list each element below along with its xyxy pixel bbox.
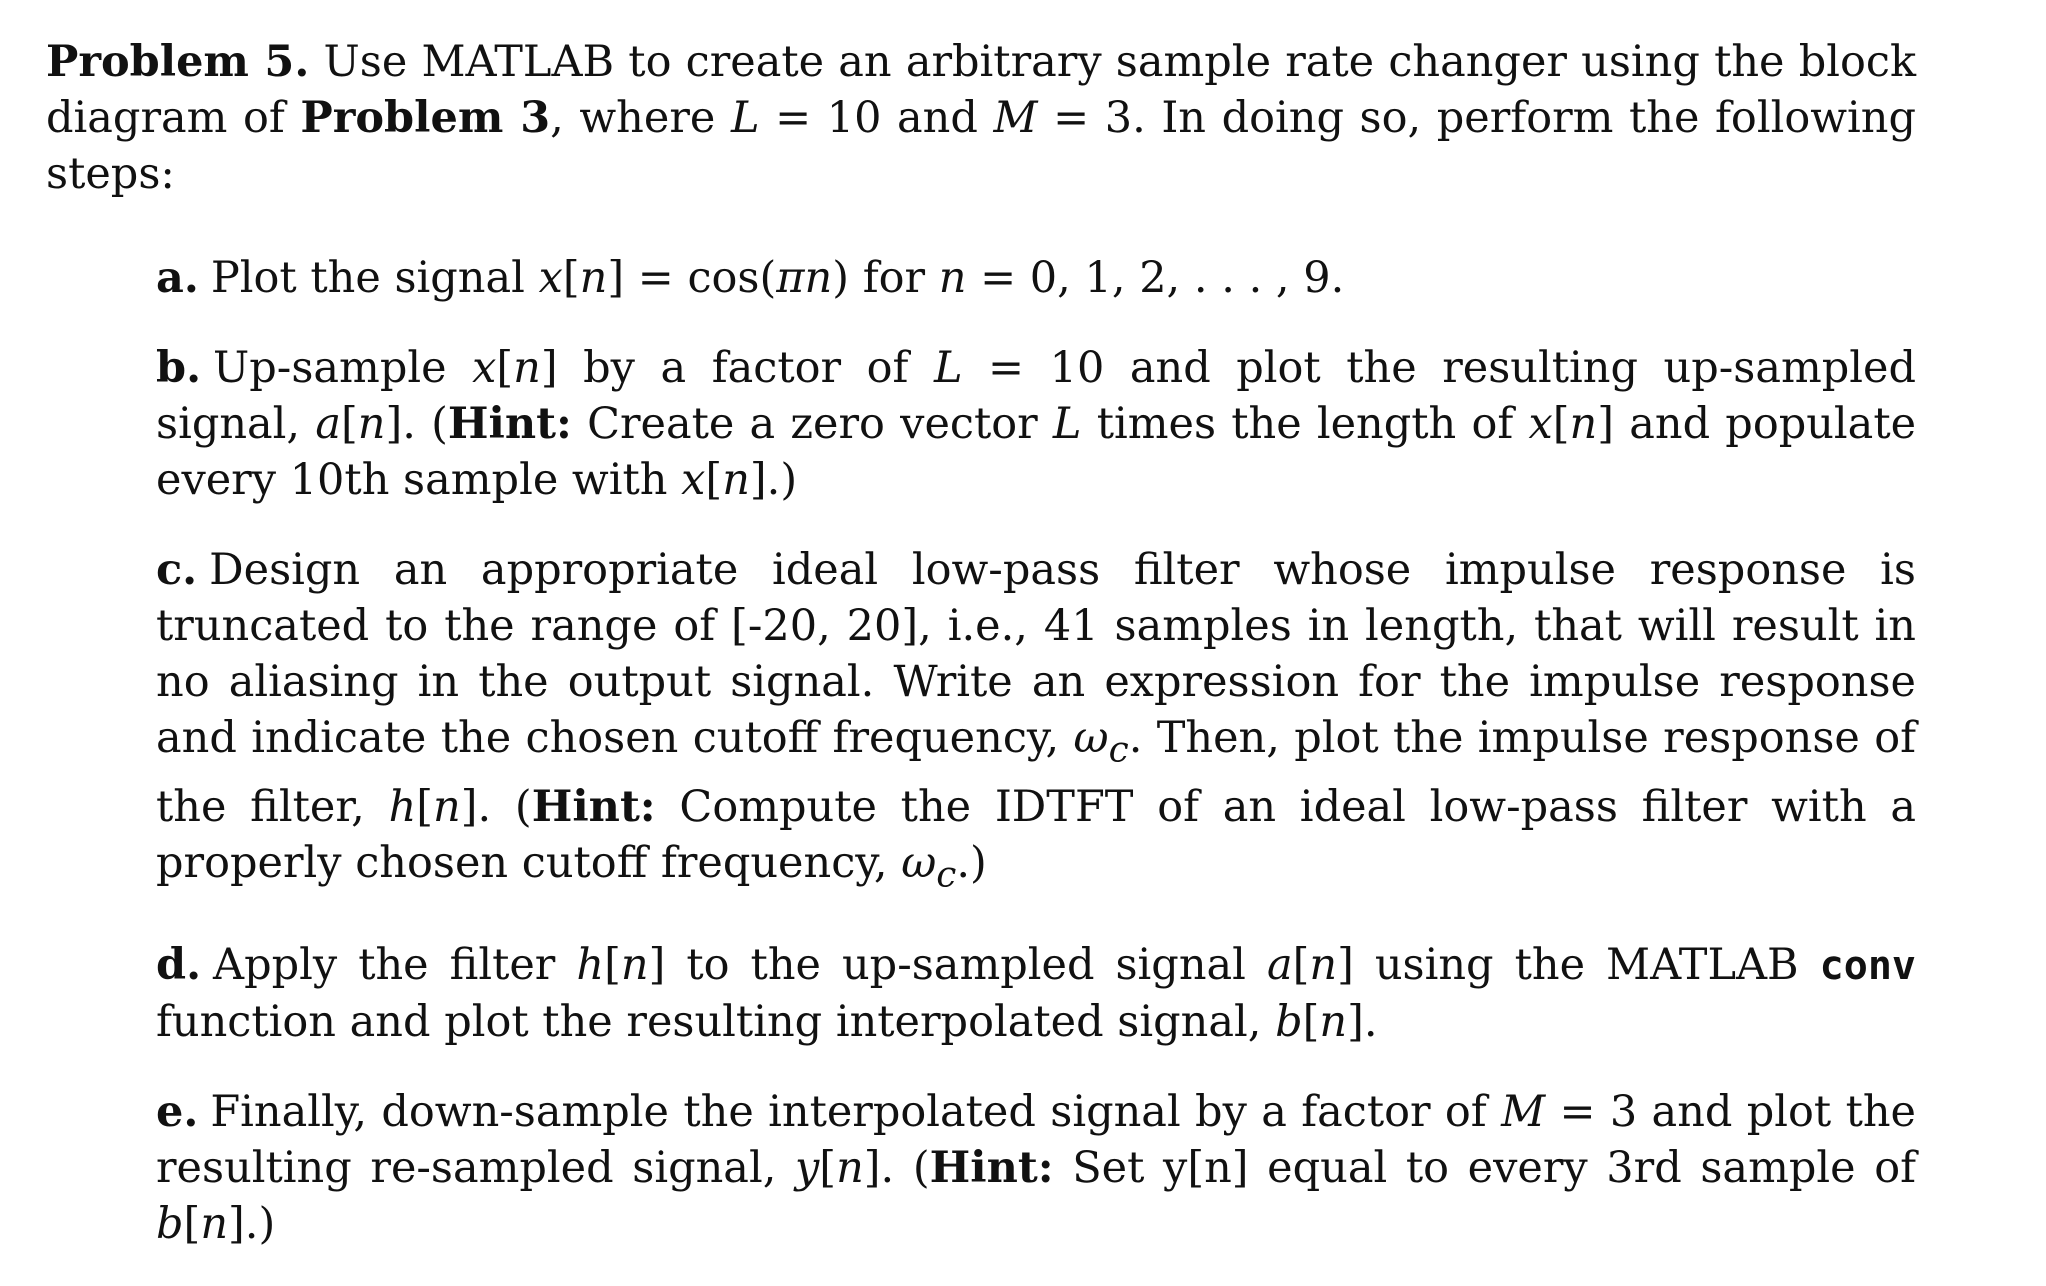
bracket: [ [1302, 997, 1320, 1048]
step-b-text: Create a zero vector [587, 399, 1038, 449]
var-n: n [1569, 399, 1598, 449]
var-n: n [1309, 940, 1338, 991]
var-L: L [1052, 399, 1082, 449]
step-e [156, 1084, 1916, 1252]
var-h: h [576, 940, 605, 991]
var-n: n [620, 940, 649, 991]
step-b-text: = 10 and plot the resulting up-sampled signal, [156, 343, 1916, 449]
var-n: n [836, 1143, 864, 1194]
step-d-text: function and plot the resulting interpolated signal, [156, 997, 1262, 1048]
var-b: b [1275, 997, 1303, 1048]
var-M: M [993, 93, 1038, 143]
step-c-text: ]. ( [460, 781, 532, 832]
bracket: [ [1292, 940, 1310, 991]
step-b-text: ] and populate every 10th sample with [156, 399, 1917, 505]
var-omega: ω [901, 837, 937, 888]
intro-text-a: Use MATLAB to create an arbitrary sample rate changer using the block diagram of [46, 37, 1916, 143]
var-M: M [1501, 1087, 1546, 1138]
step-a [156, 250, 1916, 306]
step-e-text: Set y[n] equal to every 3rd sample of [1072, 1143, 1916, 1194]
step-d-label: d. [156, 940, 202, 991]
step-e-text: ].) [228, 1199, 276, 1250]
var-h: h [388, 781, 417, 832]
var-y: y [795, 1143, 820, 1194]
bracket: [ [604, 940, 621, 991]
var-n: n [579, 253, 608, 303]
problem-label: Problem 5. [46, 37, 310, 87]
subscript-c: c [936, 854, 957, 896]
intro-M-eq: = 3. In doing so, perform the following steps: [46, 93, 1916, 199]
var-x: x [1528, 399, 1553, 449]
var-x: x [472, 343, 497, 393]
step-a-text: ) for [832, 253, 926, 303]
bracket: [ [819, 1143, 837, 1194]
var-omega: ω [1073, 713, 1109, 763]
step-c-label: c. [156, 545, 198, 595]
problem-document [46, 34, 1916, 1286]
bracket: [ [183, 1199, 201, 1250]
step-b-label: b. [156, 343, 202, 393]
var-L: L [730, 93, 760, 143]
bracket: [ [705, 455, 723, 505]
step-b-text: ].) [749, 455, 798, 505]
intro-text-b: , where [550, 93, 716, 143]
var-n: n [1319, 997, 1348, 1048]
step-a-text: ] = cos( [607, 253, 777, 303]
intro-L-eq: = 10 and [775, 93, 978, 143]
var-a: a [315, 399, 341, 449]
var-pi-n: πn [776, 253, 833, 303]
bracket: [ [496, 343, 514, 393]
bracket: [ [416, 781, 434, 832]
step-d-text: ]. [1347, 997, 1378, 1048]
step-b-text: Up-sample [213, 343, 447, 393]
hint-label: Hint: [531, 781, 656, 832]
step-a-text: Plot the signal [210, 253, 525, 303]
subscript-c: c [1108, 729, 1129, 771]
bracket: [ [340, 399, 358, 449]
step-a-text: = 0, 1, 2, . . . , 9. [980, 253, 1345, 303]
hint-label: Hint: [447, 399, 572, 449]
step-b-text: ]. ( [385, 399, 448, 449]
bracket: [ [562, 253, 580, 303]
var-x: x [538, 253, 563, 303]
var-L: L [933, 343, 963, 393]
var-n: n [513, 343, 541, 393]
problem-intro [46, 34, 1916, 202]
var-n: n [357, 399, 386, 449]
step-b [156, 340, 1916, 508]
step-e-label: e. [156, 1087, 199, 1138]
step-c-text: . Then, plot the impulse response of the filter, [156, 713, 1916, 832]
var-a: a [1266, 940, 1293, 991]
var-x: x [681, 455, 706, 505]
step-e-text: Finally, down-sample the interpolated signal by a factor of [210, 1087, 1487, 1138]
step-a-label: a. [156, 253, 199, 303]
var-n: n [722, 455, 750, 505]
var-n: n [433, 781, 461, 832]
step-e-text: ]. ( [863, 1143, 930, 1194]
step-d [156, 937, 1916, 1050]
step-c [156, 542, 1916, 903]
hint-label: Hint: [929, 1143, 1054, 1194]
step-d-text: ] to the up-sampled signal [648, 940, 1246, 991]
problem-reference: Problem 3 [300, 93, 551, 143]
step-c-text: Design an appropriate ideal low-pass filter whose impulse response is truncated to the range of [-20, 20], i.e., 41 samples in length, that will result in no aliasing in the output signal. Write an expression for the impulse response and indicate the chosen cutoff frequency, [156, 545, 1916, 763]
step-e-text: = 3 and plot the resulting re-sampled signal, [156, 1087, 1916, 1194]
var-n: n [938, 253, 967, 303]
step-d-text: Apply the filter [213, 940, 556, 991]
step-c-text: Compute the IDTFT of an ideal low-pass filter with a properly chosen cutoff frequency, [156, 781, 1917, 888]
step-d-text: ] using the MATLAB [1337, 940, 1799, 991]
bracket: [ [1552, 399, 1570, 449]
var-n: n [200, 1199, 229, 1250]
step-b-text: times the length of [1096, 399, 1514, 449]
var-b: b [156, 1199, 184, 1250]
conv-function: conv [1819, 943, 1916, 990]
step-c-text: .) [956, 837, 987, 888]
step-b-text: ] by a factor of [540, 343, 909, 393]
